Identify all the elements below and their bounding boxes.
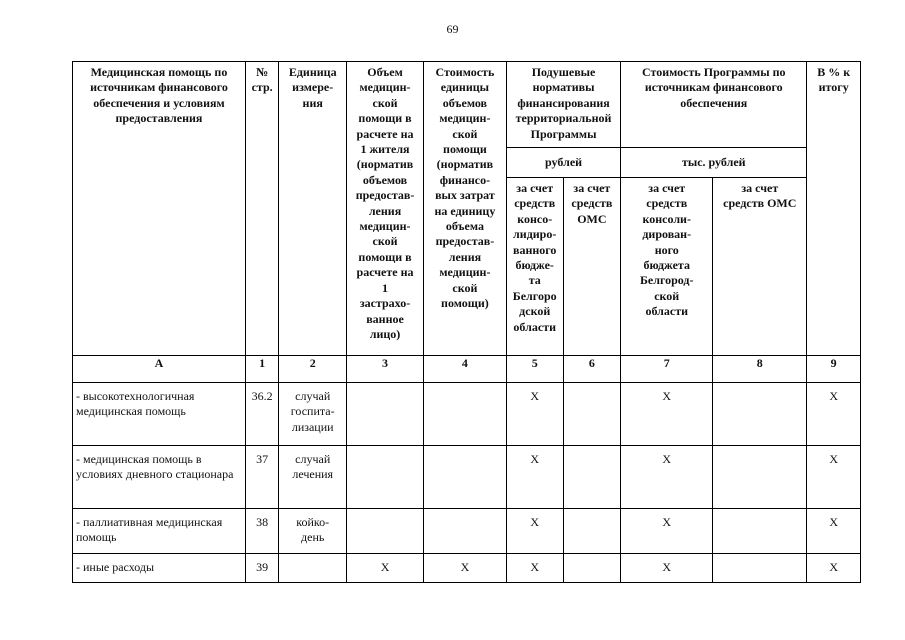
cell-col6 xyxy=(563,383,621,446)
financing-table xyxy=(72,61,861,583)
column-number: 4 xyxy=(423,356,506,383)
cell-col3 xyxy=(347,509,424,554)
header-col5-regional-budget: за счет средств консо- лидиро- ванного бюдже- та Белгоро дской области xyxy=(506,178,563,356)
header-program-cost: Стоимость Программы по источникам финансового обеспечения xyxy=(621,62,807,148)
cell-col9: Х xyxy=(807,554,861,583)
column-number: 8 xyxy=(713,356,807,383)
header-thousand-rubles: тыс. рублей xyxy=(621,148,807,178)
header-rubles: рублей xyxy=(506,148,620,178)
column-number: 2 xyxy=(279,356,347,383)
cell-col9: Х xyxy=(807,446,861,509)
row-index: 39 xyxy=(245,554,278,583)
row-unit: койко- день xyxy=(279,509,347,554)
column-number-row xyxy=(73,356,861,383)
cell-col7: Х xyxy=(621,554,713,583)
cell-col8 xyxy=(713,446,807,509)
column-number: А xyxy=(73,356,246,383)
cell-col5: Х xyxy=(506,383,563,446)
cell-col7: Х xyxy=(621,383,713,446)
cell-col4 xyxy=(423,446,506,509)
cell-col4: Х xyxy=(423,554,506,583)
cell-col4 xyxy=(423,509,506,554)
row-index: 38 xyxy=(245,509,278,554)
cell-col3 xyxy=(347,383,424,446)
row-index: 37 xyxy=(245,446,278,509)
row-label: - иные расходы xyxy=(73,554,246,583)
row-label: - высокотехнологичная медицинская помощь xyxy=(73,383,246,446)
cell-col6 xyxy=(563,554,621,583)
cell-col3 xyxy=(347,446,424,509)
cell-col5: Х xyxy=(506,446,563,509)
header-col6-oms: за счет средств ОМС xyxy=(563,178,621,356)
row-label: - паллиативная медицинская помощь xyxy=(73,509,246,554)
row-unit: случай лечения xyxy=(279,446,347,509)
table-row xyxy=(73,554,861,583)
page-number: 69 xyxy=(446,22,459,36)
cell-col7: Х xyxy=(621,509,713,554)
column-number: 1 xyxy=(245,356,278,383)
cell-col7: Х xyxy=(621,446,713,509)
column-number: 7 xyxy=(621,356,713,383)
table-row xyxy=(73,509,861,554)
header-unit: Единица измере- ния xyxy=(279,62,347,356)
cell-col6 xyxy=(563,509,621,554)
header-volume: Объем медицин- ской помощи в расчете на 1 жителя (норматив объемов предостав- ления медицин- ской помощи в расчете на 1 застрахо- ванное лицо) xyxy=(347,62,424,356)
row-unit: случай госпита- лизации xyxy=(279,383,347,446)
cell-col8 xyxy=(713,509,807,554)
row-index: 36.2 xyxy=(245,383,278,446)
cell-col9: Х xyxy=(807,383,861,446)
column-number: 3 xyxy=(347,356,424,383)
row-unit xyxy=(279,554,347,583)
header-unit-cost: Стоимость единицы объемов медицин- ской помощи (норматив финансо- вых затрат на единицу объема предостав- ления медицин- ской помощи) xyxy=(423,62,506,356)
cell-col8 xyxy=(713,383,807,446)
header-per-capita: Подушевые нормативы финансирования территориальной Программы xyxy=(506,62,620,148)
cell-col9: Х xyxy=(807,509,861,554)
cell-col8 xyxy=(713,554,807,583)
header-row-1 xyxy=(73,62,861,148)
cell-col5: Х xyxy=(506,554,563,583)
row-label: - медицинская помощь в условиях дневного стационара xyxy=(73,446,246,509)
header-row-number: № стр. xyxy=(245,62,278,356)
column-number: 6 xyxy=(563,356,621,383)
header-col7-regional-budget: за счет средств консоли- дирован- ного бюджета Белгород- ской области xyxy=(621,178,713,356)
header-percent: В % к итогу xyxy=(807,62,861,356)
cell-col3: Х xyxy=(347,554,424,583)
column-number: 9 xyxy=(807,356,861,383)
table-row xyxy=(73,446,861,509)
header-medical-care: Медицинская помощь по источникам финансового обеспечения и условиям предоставления xyxy=(73,62,246,356)
header-col8-oms: за счет средств ОМС xyxy=(713,178,807,356)
cell-col6 xyxy=(563,446,621,509)
column-number: 5 xyxy=(506,356,563,383)
cell-col5: Х xyxy=(506,509,563,554)
cell-col4 xyxy=(423,383,506,446)
table-row xyxy=(73,383,861,446)
